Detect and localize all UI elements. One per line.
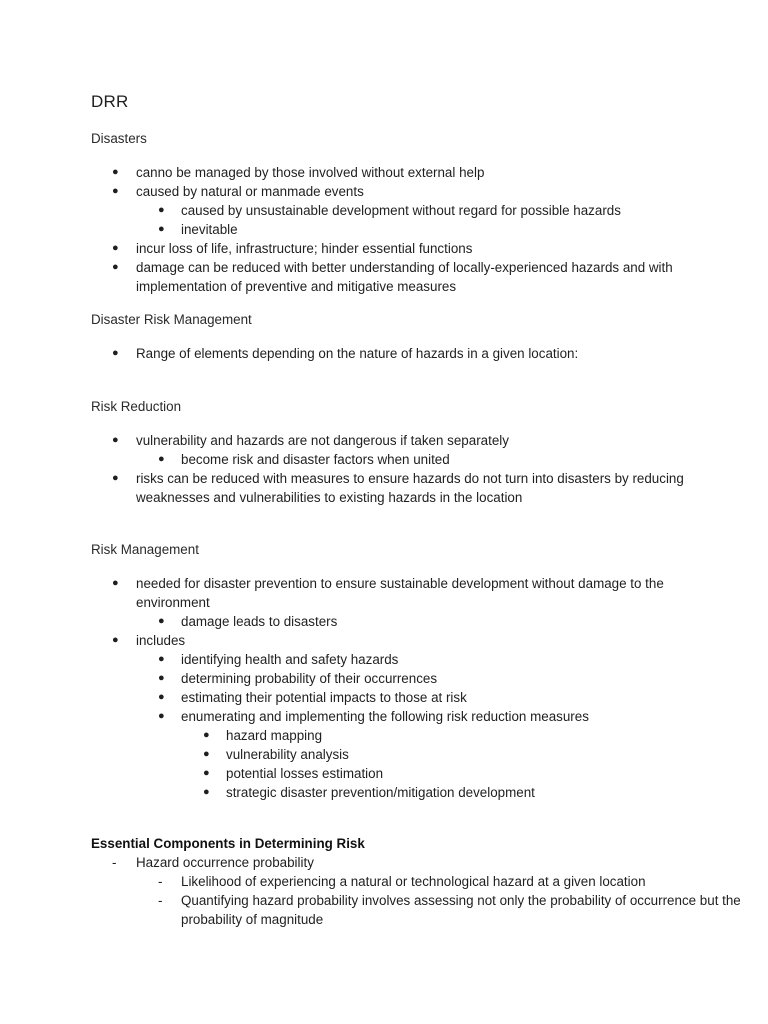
bullet-icon: ● bbox=[158, 691, 165, 703]
risk-reduction-list bbox=[91, 431, 691, 507]
list-item: ● determining probability of their occurrences bbox=[158, 671, 438, 686]
list-item: ● caused by unsustainable development without regard for possible hazards bbox=[158, 203, 621, 218]
dash-icon: - bbox=[112, 855, 117, 870]
section-heading-disasters: Disasters bbox=[91, 131, 147, 146]
bullet-icon: ● bbox=[158, 615, 165, 627]
list-item: ● damage leads to disasters bbox=[158, 614, 338, 629]
bullet-icon: ● bbox=[112, 261, 119, 273]
list-item: ● estimating their potential impacts to those at risk bbox=[158, 690, 467, 705]
document-title: DRR bbox=[91, 92, 129, 111]
list-item: ● potential losses estimation bbox=[203, 766, 384, 781]
list-item: - Hazard occurrence probability bbox=[112, 855, 314, 870]
section-heading-drm: Disaster Risk Management bbox=[91, 312, 252, 327]
bullet-icon: ● bbox=[112, 166, 119, 178]
list-item: ● hazard mapping bbox=[203, 728, 323, 743]
list-item: ● risks can be reduced with measures to ensure hazards do not turn into disasters by reducing weaknesses and vulnerabilities to existing hazards in the location bbox=[112, 471, 684, 505]
list-item: ● become risk and disaster factors when united bbox=[158, 452, 450, 467]
section-heading-risk-reduction: Risk Reduction bbox=[91, 399, 182, 414]
list-item: ● caused by natural or manmade events bbox=[112, 184, 364, 199]
essential-components-list bbox=[91, 853, 741, 929]
list-item: ● vulnerability analysis bbox=[203, 747, 349, 762]
list-item: ● needed for disaster prevention to ensure sustainable development without damage to the environment bbox=[112, 576, 664, 610]
section-heading-risk-management: Risk Management bbox=[91, 542, 199, 557]
list-item: ● includes bbox=[112, 633, 186, 648]
list-item: - Quantifying hazard probability involves assessing not only the probability of occurrence but the probability of magnitude bbox=[158, 893, 741, 927]
bullet-icon: ● bbox=[158, 453, 165, 465]
bullet-icon: ● bbox=[112, 347, 119, 359]
disasters-list bbox=[91, 163, 691, 296]
bullet-icon: ● bbox=[158, 672, 165, 684]
dash-icon: - bbox=[158, 874, 163, 889]
list-item: ● vulnerability and hazards are not dangerous if taken separately bbox=[112, 433, 509, 448]
list-item: - Likelihood of experiencing a natural or technological hazard at a given location bbox=[158, 874, 646, 889]
bullet-icon: ● bbox=[112, 185, 119, 197]
list-item: ● inevitable bbox=[158, 222, 238, 237]
bullet-icon: ● bbox=[203, 786, 210, 798]
dash-icon: - bbox=[158, 893, 163, 908]
bullet-icon: ● bbox=[203, 748, 210, 760]
bullet-icon: ● bbox=[112, 434, 119, 446]
bullet-icon: ● bbox=[203, 767, 210, 779]
list-item: ● identifying health and safety hazards bbox=[158, 652, 399, 667]
list-item: ● damage can be reduced with better understanding of locally-experienced hazards and with implementation of preventive and mitigative measures bbox=[112, 260, 673, 294]
bullet-icon: ● bbox=[158, 653, 165, 665]
bullet-icon: ● bbox=[112, 577, 119, 589]
bullet-icon: ● bbox=[112, 634, 119, 646]
bullet-icon: ● bbox=[158, 710, 165, 722]
bullet-icon: ● bbox=[112, 472, 119, 484]
risk-management-list bbox=[91, 574, 691, 802]
list-item: ● strategic disaster prevention/mitigation development bbox=[203, 785, 535, 800]
drm-list bbox=[91, 344, 691, 363]
bullet-icon: ● bbox=[203, 729, 210, 741]
section-heading-essential-components: Essential Components in Determining Risk bbox=[91, 836, 365, 851]
bullet-icon: ● bbox=[158, 223, 165, 235]
list-item: ● Range of elements depending on the nature of hazards in a given location: bbox=[112, 346, 579, 361]
list-item: ● incur loss of life, infrastructure; hinder essential functions bbox=[112, 241, 473, 256]
bullet-icon: ● bbox=[158, 204, 165, 216]
list-item: ● canno be managed by those involved without external help bbox=[112, 165, 485, 180]
list-item: ● enumerating and implementing the following risk reduction measures bbox=[158, 709, 589, 724]
bullet-icon: ● bbox=[112, 242, 119, 254]
